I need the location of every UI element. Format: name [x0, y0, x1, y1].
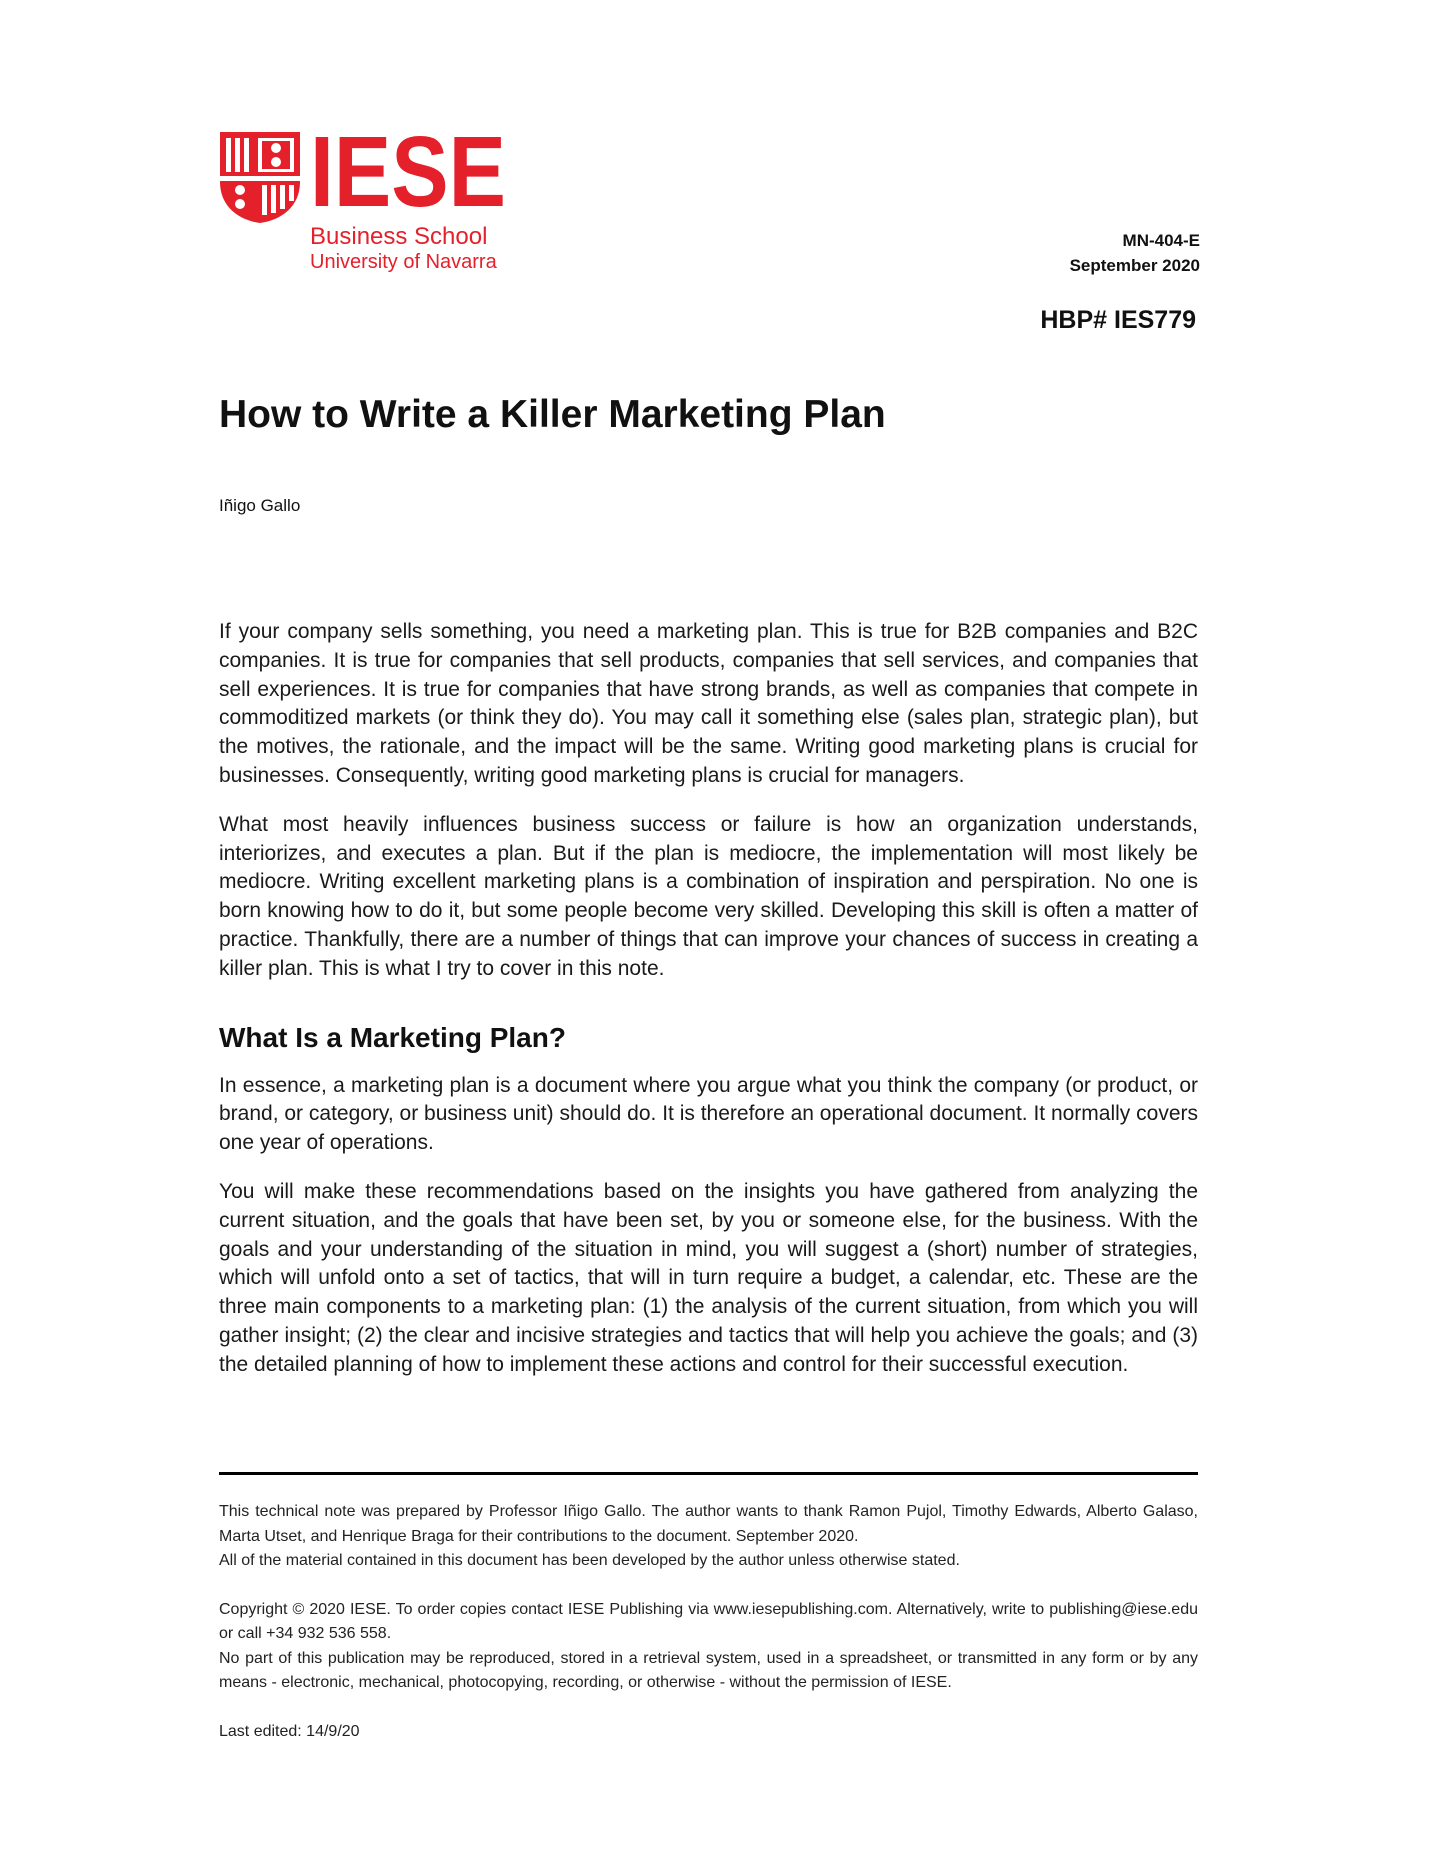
- document-code: MN-404-E: [1122, 231, 1200, 250]
- footer-divider: [219, 1472, 1198, 1475]
- document-body: [219, 618, 1198, 1400]
- footnote-acknowledgement: This technical note was prepared by Professor Iñigo Gallo. The author wants to thank Ramon Pujol, Timothy Edwards, Alberto Galaso, Marta Utset, and Henrique Braga for their contributions to the document. September 2020.: [219, 1503, 1198, 1545]
- document-date: September 2020: [1069, 256, 1200, 275]
- iese-shield-logo-icon: [218, 130, 302, 225]
- document-meta: [1070, 228, 1200, 278]
- section-heading: What Is a Marketing Plan?: [219, 1021, 566, 1053]
- intro-paragraph-2: What most heavily influences business success or failure is how an organization understands, interiorizes, and executes a plan. But if the plan is mediocre, the implementation will most likely be mediocre. Writing excellent marketing plans is a combination of inspiration and perspiration. No one is born knowing how to do it, but some people become very skilled. Developing this skill is often a matter of practice. Thankfully, there are a number of things that can improve your chances of success in creating a killer plan. This is what I try to cover in this note.: [219, 812, 1198, 980]
- footnote-last-edited: Last edited: 14/9/20: [219, 1722, 360, 1740]
- footer-notes: [219, 1500, 1198, 1744]
- intro-paragraph-1: If your company sells something, you need a marketing plan. This is true for B2B companies and B2C companies. It is true for companies that sell products, companies that sell services, and companies that sell experiences. It is true for companies that have strong brands, as well as companies that compete in commoditized markets (or think they do). You may call it something else (sales plan, strategic plan), but the motives, the rationale, and the impact will be the same. Writing good marketing plans is crucial for businesses. Consequently, writing good marketing plans is crucial for managers.: [219, 620, 1198, 787]
- section-paragraph-2: You will make these recommendations based on the insights you have gathered from analyzing the current situation, and the goals that have been set, by you or someone else, for the business. With the goals and your understanding of the situation in mind, you will suggest a (short) number of strategies, which will unfold onto a set of tactics, that will in turn require a budget, a calendar, etc. These are the three main components to a marketing plan: (1) the analysis of the current situation, from which you will gather insight; (2) the clear and incisive strategies and tactics that will help you achieve the goals; and (3) the detailed planning of how to implement these actions and control for their successful execution.: [219, 1179, 1198, 1376]
- footnote-rights: No part of this publication may be reproduced, stored in a retrieval system, used in a spreadsheet, or transmitted in any form or by any means - electronic, mechanical, photocopying, recording, or otherwise - without the permission of IESE.: [219, 1649, 1198, 1691]
- author-name: Iñigo Gallo: [219, 496, 301, 515]
- iese-logo: [218, 116, 506, 280]
- logo-subtitle-university: University of Navarra: [310, 251, 497, 273]
- logo-subtitle-business-school: Business School: [310, 223, 488, 250]
- footnote-copyright: Copyright © 2020 IESE. To order copies contact IESE Publishing via www.iesepublishing.com. Alternatively, write to publishing@iese.edu or call +34 932 536 558.: [219, 1600, 1198, 1642]
- document-title: How to Write a Killer Marketing Plan: [219, 393, 886, 436]
- logo-wordmark: IESE: [310, 116, 506, 228]
- footnote-material: All of the material contained in this document has been developed by the author unless otherwise stated.: [219, 1552, 960, 1569]
- section-paragraph-1: In essence, a marketing plan is a document where you argue what you think the company (or product, or brand, or category, or business unit) should do. It is therefore an operational document. It normally covers one year of operations.: [219, 1073, 1198, 1155]
- hbp-number: HBP# IES779: [1040, 306, 1196, 334]
